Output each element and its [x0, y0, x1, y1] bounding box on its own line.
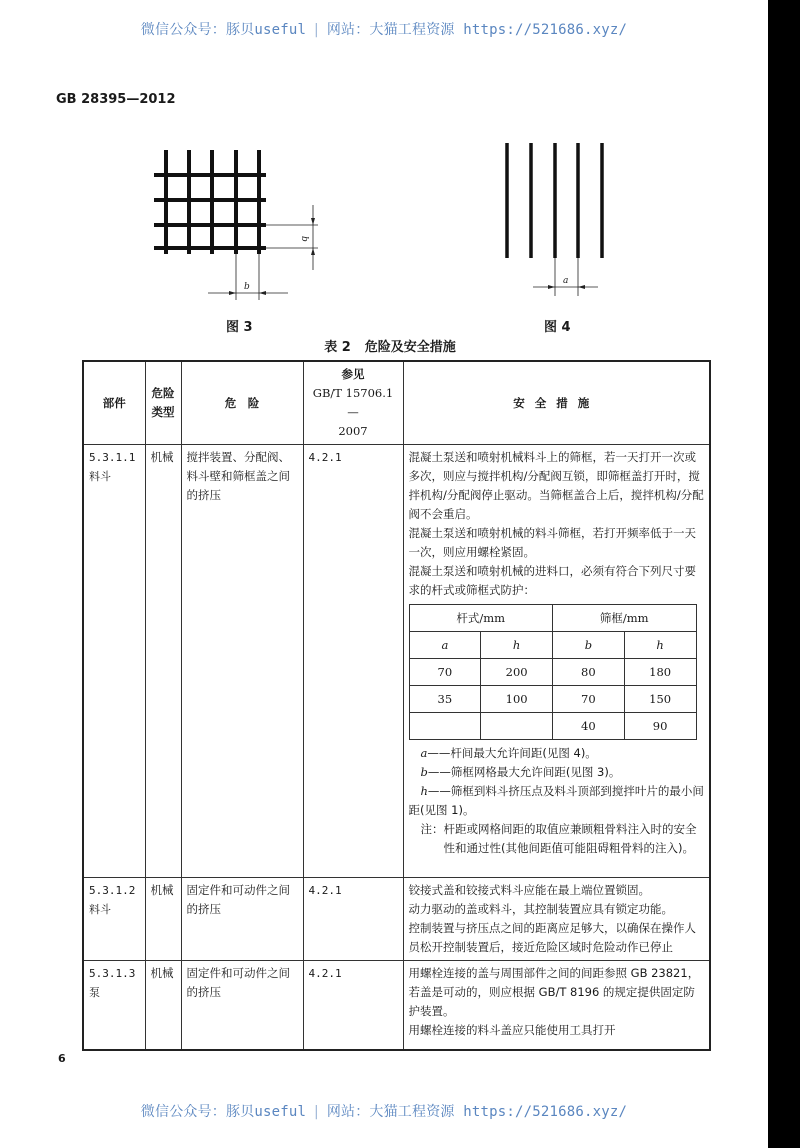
legend-item-b: b——筛框网格最大允许间距(见图 3)。 [420, 765, 621, 779]
cell-safety-measures [403, 961, 710, 1050]
dims-cell: 150 [624, 686, 696, 713]
watermark-top [0, 19, 768, 39]
dims-cell: 200 [481, 659, 553, 686]
cell-part: 5.3.1.2 料斗 [83, 878, 145, 961]
figure-3-caption: 图 3 [226, 320, 253, 335]
legend-item-h: h——筛框到料斗挤压点及料斗顶部到搅拌叶片的最小间距(见图 1)。 [408, 784, 704, 817]
dimension-requirements-table [409, 604, 697, 740]
cell-reference: 4.2.1 [303, 445, 403, 878]
col-header-hazard: 危 险 [181, 361, 303, 445]
dims-sub-header: h [624, 632, 696, 659]
table-row [83, 961, 710, 1050]
col-header-part: 部件 [83, 361, 145, 445]
watermark-wechat: 微信公众号：豚贝useful [140, 1104, 307, 1120]
watermark-wechat: 微信公众号：豚贝useful [140, 22, 307, 38]
hazard-safety-table [82, 360, 711, 1051]
dims-cell [481, 713, 553, 740]
measure-paragraph: 混凝土泵送和喷射机械的料斗筛框，若打开频率低于一天一次，则应用螺栓紧固。 [408, 526, 696, 559]
dim-label-b-vertical: b [299, 236, 309, 242]
cell-reference: 4.2.1 [303, 878, 403, 961]
note-label: 注： [420, 822, 444, 836]
table-number: 表 2 [324, 340, 351, 355]
dims-sub-header: b [553, 632, 625, 659]
cell-part: 5.3.1.1 料斗 [83, 445, 145, 878]
watermark-separator: | [312, 1104, 321, 1120]
dims-group-header-bar: 杆式/mm [409, 605, 553, 632]
table-row [83, 445, 710, 878]
dims-cell [409, 713, 481, 740]
dims-row [409, 686, 696, 713]
cell-hazard-type: 机械 [145, 961, 181, 1050]
measure-paragraph: 用螺栓连接的盖与周围部件之间的间距参照 GB 23821，若盖是可动的，则应根据 GB/T 8196 的规定提供固定防护装置。 [408, 966, 700, 1018]
col-header-hazard-type: 危险 类型 [145, 361, 181, 445]
note [409, 820, 705, 858]
measure-paragraph: 动力驱动的盖或料斗，其控制装置应具有锁定功能。 [408, 902, 673, 916]
cell-hazard: 搅拌装置、分配阀、料斗壁和筛框盖之间的挤压 [181, 445, 303, 878]
figure-4-bars-diagram [480, 130, 640, 310]
dims-cell: 70 [553, 686, 625, 713]
dims-row [409, 713, 696, 740]
col-header-reference: 参见 GB/T 15706.1— 2007 [303, 361, 403, 445]
measure-paragraph: 控制装置与挤压点之间的距离应足够大，以确保在操作人员松开控制装置后，接近危险区域时危险动作已停止 [408, 921, 696, 954]
watermark-bottom [0, 1101, 768, 1121]
dims-cell: 100 [481, 686, 553, 713]
watermark-site: 网站：大猫工程资源 https://521686.xyz/ [326, 1104, 628, 1120]
table-title-text: 危险及安全措施 [364, 340, 456, 355]
cell-hazard: 固定件和可动件之间的挤压 [181, 961, 303, 1050]
cell-hazard-type: 机械 [145, 445, 181, 878]
dims-row [409, 659, 696, 686]
watermark-site: 网站：大猫工程资源 https://521686.xyz/ [326, 22, 628, 38]
dim-label-b-horizontal: b [244, 282, 250, 292]
legend-item-a: a——杆间最大允许间距(见图 4)。 [420, 746, 597, 760]
measure-paragraph: 混凝土泵送和喷射机械的进料口，必须有符合下列尺寸要求的杆式或筛框式防护： [408, 564, 696, 597]
measure-paragraph: 铰接式盖和铰接式料斗应能在最上端位置锁固。 [408, 883, 650, 897]
table-title [0, 336, 780, 355]
dims-sub-header: a [409, 632, 481, 659]
cell-hazard-type: 机械 [145, 878, 181, 961]
measure-paragraph: 用螺栓连接的料斗盖应只能使用工具打开 [408, 1023, 616, 1037]
cell-safety-measures [403, 445, 710, 878]
dims-cell: 70 [409, 659, 481, 686]
dims-cell: 35 [409, 686, 481, 713]
dims-cell: 40 [553, 713, 625, 740]
standard-code: GB 28395—2012 [56, 92, 176, 107]
dims-cell: 180 [624, 659, 696, 686]
cell-safety-measures [403, 878, 710, 961]
dims-cell: 80 [553, 659, 625, 686]
measure-paragraph: 混凝土泵送和喷射机械料斗上的筛框，若一天打开一次或多次，则应与搅拌机构/分配阀互锁，即筛框盖打开时，搅拌机构/分配阀停止驱动。当筛框盖合上后，搅拌机构/分配阀不会重启。 [408, 450, 704, 521]
watermark-separator: | [312, 22, 321, 38]
cell-hazard: 固定件和可动件之间的挤压 [181, 878, 303, 961]
cell-reference: 4.2.1 [303, 961, 403, 1050]
dim-label-a: a [563, 276, 569, 286]
figure-4-caption: 图 4 [544, 320, 571, 335]
table-row [83, 878, 710, 961]
col-header-safety-measures: 安全措施 [403, 361, 710, 445]
dims-sub-header: h [481, 632, 553, 659]
page-number: 6 [58, 1052, 66, 1065]
figure-3-grid-diagram [140, 130, 340, 310]
table-header-row [83, 361, 710, 445]
note-text: 杆距或网格间距的取值应兼顾粗骨料注入时的安全性和通过性(其他间距值可能阻碍粗骨料的注入)。 [443, 822, 697, 855]
dims-group-header-mesh: 筛框/mm [553, 605, 697, 632]
dims-cell: 90 [624, 713, 696, 740]
cell-part: 5.3.1.3 泵 [83, 961, 145, 1050]
scan-edge-shadow [768, 0, 800, 1148]
